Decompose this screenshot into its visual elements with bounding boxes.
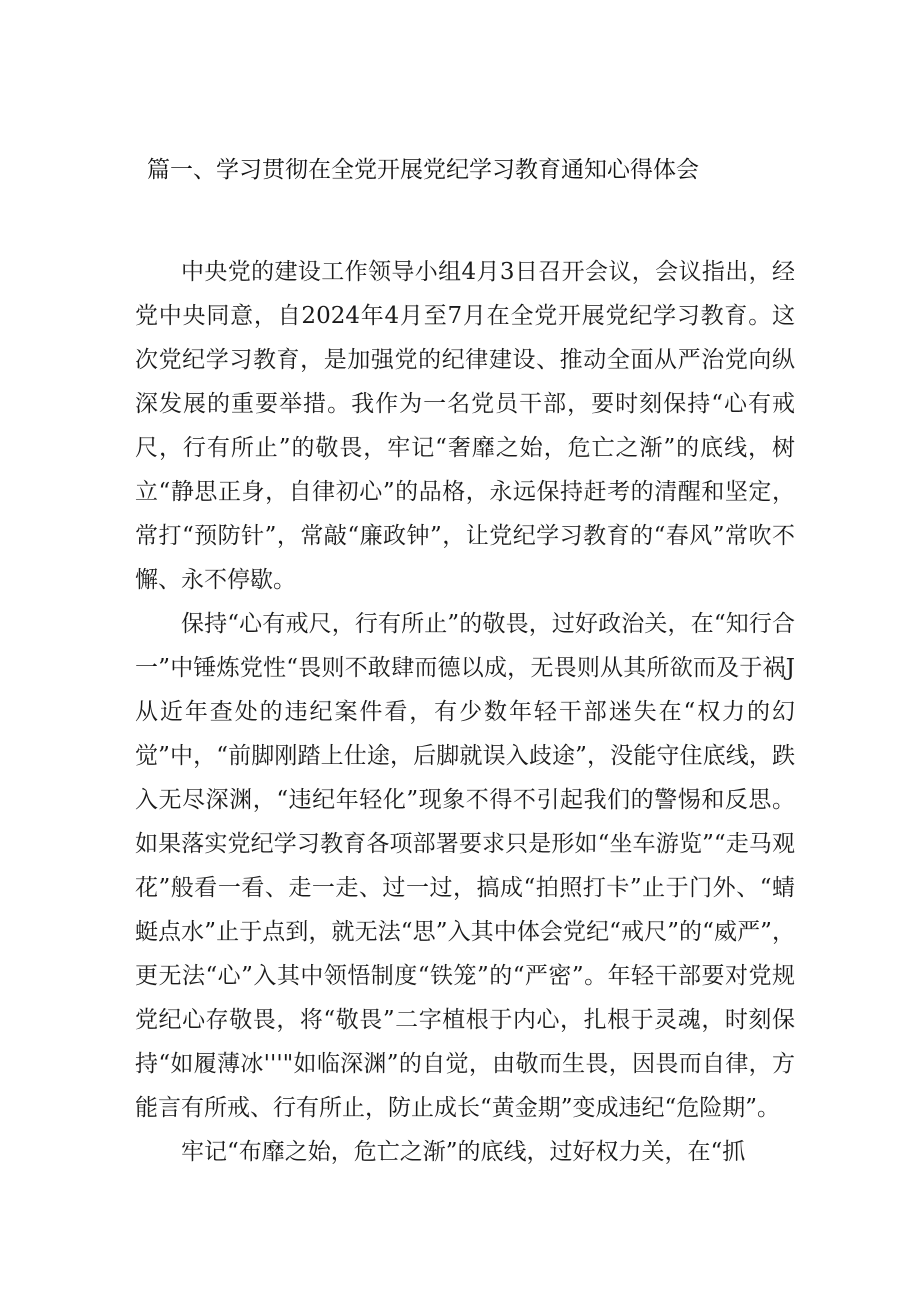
paragraph-2: 保持“心有戒尺，行有所止”的敬畏，过好政治关，在“知行合一”中锤炼党性“畏则不敢肆而德以成，无畏则从其所欲而及于祸J从近年查处的违纪案件看，有少数年轻干部迷失在“权力的幻觉”中，“前脚刚踏上仕途，后脚就误入歧途”，没能守住底线，跌入无尽深渊，“违纪年轻化”现象不得不引起我们的警惕和反思。如果落实党纪学习教育各项部署要求只是形如“坐车游览”“走马观花”般看一看、走一走、过一过，搞成“拍照打卡”止于门外、“蜻蜓点水”止于点到，就无法“思”入其中体会党纪“戒尺”的“威严”，更无法“心”入其中领悟制度“铁笼”的“严密”。年轻干部要对党规党纪心存敬畏，将“敬畏”二字植根于内心，扎根于灵魂，时刻保持“如履薄冰'''"如临深渊”的自觉，由敬而生畏，因畏而自律，方能言有所戒、行有所止，防止成长“黄金期”变成违纪“危险期”。 (135, 611, 795, 1121)
paragraph-1: 中央党的建设工作领导小组4月3日召开会议，会议指出，经党中央同意，自2024年4月至7月在全党开展党纪学习教育。这次党纪学习教育，是加强党的纪律建设、推动全面从严治党向纵深发展的重要举措。我作为一名党员干部，要时刻保持“心有戒尺，行有所止”的敬畏，牢记“奢靡之始，危亡之渐”的底线，树立“静思正身，自律初心”的品格，永远保持赶考的清醒和坚定，常打“预防针”，常敲“廉政钟”，让党纪学习教育的“春风”常吹不懈、永不停歇。 (135, 259, 795, 593)
document-title: 篇一、学习贯彻在全党开展党纪学习教育通知心得体会 (147, 157, 699, 183)
paragraph-3: 牢记“布靡之始，危亡之渐”的底线，过好权力关，在“抓 (181, 1139, 746, 1165)
document-body (135, 250, 795, 1174)
